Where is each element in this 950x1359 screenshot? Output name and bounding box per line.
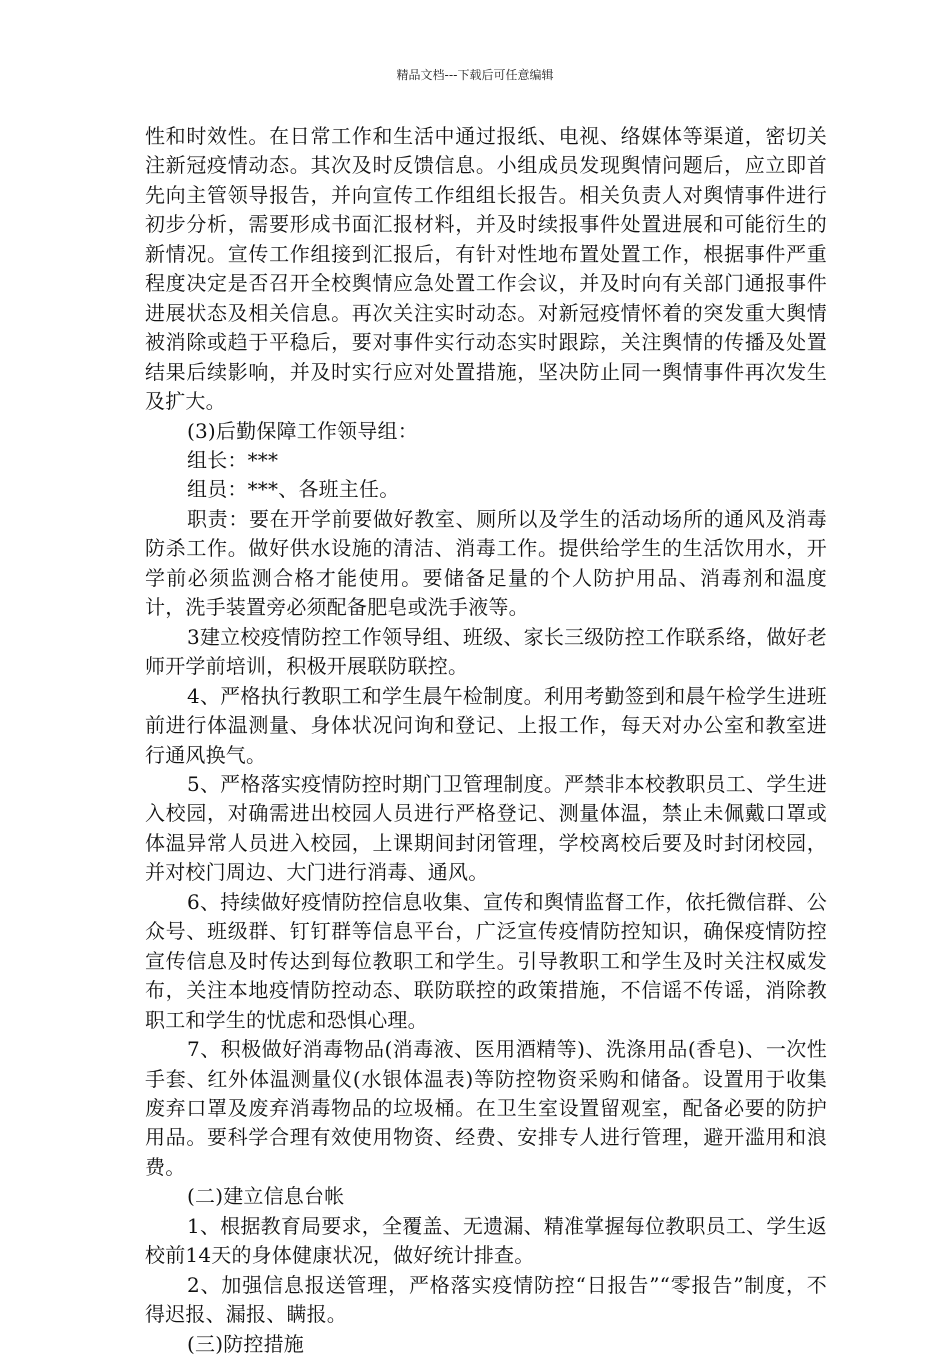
paragraph: 3建立校疫情防控工作领导组、班级、家长三级防控工作联系络，做好老师开学前培训，积极开展联防联控。 — [145, 624, 827, 679]
paragraph: 2、加强信息报送管理，严格落实疫情防控“日报告”“零报告”制度，不得迟报、漏报、瞒报。 — [145, 1272, 827, 1327]
paragraph: 组员：***、各班主任。 — [187, 477, 400, 502]
paragraph: 性和时效性。在日常工作和生活中通过报纸、电视、络媒体等渠道，密切关注新冠疫情动态。其次及时反馈信息。小组成员发现舆情问题后，应立即首先向主管领导报告，并向宣传工作组组长报告。相关负责人对舆情事件进行初步分析，需要形成书面汇报材料，并及时续报事件处置进展和可能衍生的新情况。宣传工作组接到汇报后，有针对性地布置处置工作，根据事件严重程度决定是否召开全校舆情应急处置工作会议，并及时向有关部门通报事件进展状态及相关信息。再次关注实时动态。对新冠疫情怀着的突发重大舆情被消除或趋于平稳后，要对事件实行动态实时跟踪，关注舆情的传播及处置结果后续影响，并及时实行应对处置措施，坚决防止同一舆情事件再次发生及扩大。 — [145, 124, 827, 414]
paragraph: 5、严格落实疫情防控时期门卫管理制度。严禁非本校教职员工、学生进入校园，对确需进出校园人员进行严格登记、测量体温，禁止未佩戴口罩或体温异常人员进入校园，上课期间封闭管理，学校离校后要及时封闭校园，并对校门周边、大门进行消毒、通风。 — [145, 771, 827, 885]
paragraph: 1、根据教育局要求，全覆盖、无遗漏、精准掌握每位教职员工、学生返校前14天的身体健康状况，做好统计排查。 — [145, 1213, 827, 1268]
page-header: 精品文档---下载后可任意编辑 — [396, 68, 554, 82]
paragraph: 职责：要在开学前要做好教室、厕所以及学生的活动场所的通风及消毒防杀工作。做好供水设施的清洁、消毒工作。提供给学生的生活饮用水，开学前必须监测合格才能使用。要储备足量的个人防护用品、消毒剂和温度计，洗手装置旁必须配备肥皂或洗手液等。 — [145, 506, 827, 620]
paragraph: (三)防控措施 — [187, 1331, 305, 1356]
paragraph: 组长：*** — [187, 447, 279, 472]
paragraph: 4、严格执行教职工和学生晨午检制度。利用考勤签到和晨午检学生进班前进行体温测量、身体状况问询和登记、上报工作，每天对办公室和教室进行通风换气。 — [145, 683, 827, 767]
paragraph: 6、持续做好疫情防控信息收集、宣传和舆情监督工作，依托微信群、公众号、班级群、钉钉群等信息平台，广泛宣传疫情防控知识，确保疫情防控宣传信息及时传达到每位教职工和学生。引导教职工和学生及时关注权威发布，关注本地疫情防控动态、联防联控的政策措施，不信谣不传谣，消除教职工和学生的忧虑和恐惧心理。 — [145, 889, 827, 1032]
document-body — [145, 122, 827, 1359]
paragraph: (二)建立信息台帐 — [187, 1184, 345, 1209]
paragraph: (3)后勤保障工作领导组： — [187, 418, 418, 443]
paragraph: 7、积极做好消毒物品(消毒液、医用酒精等)、洗涤用品(香皂)、一次性手套、红外体温测量仪(水银体温表)等防控物资采购和储备。设置用于收集废弃口罩及废弃消毒物品的垃圾桶。在卫生室设置留观室，配备必要的防护用品。要科学合理有效使用物资、经费、安排专人进行管理，避开滥用和浪费。 — [145, 1037, 827, 1179]
